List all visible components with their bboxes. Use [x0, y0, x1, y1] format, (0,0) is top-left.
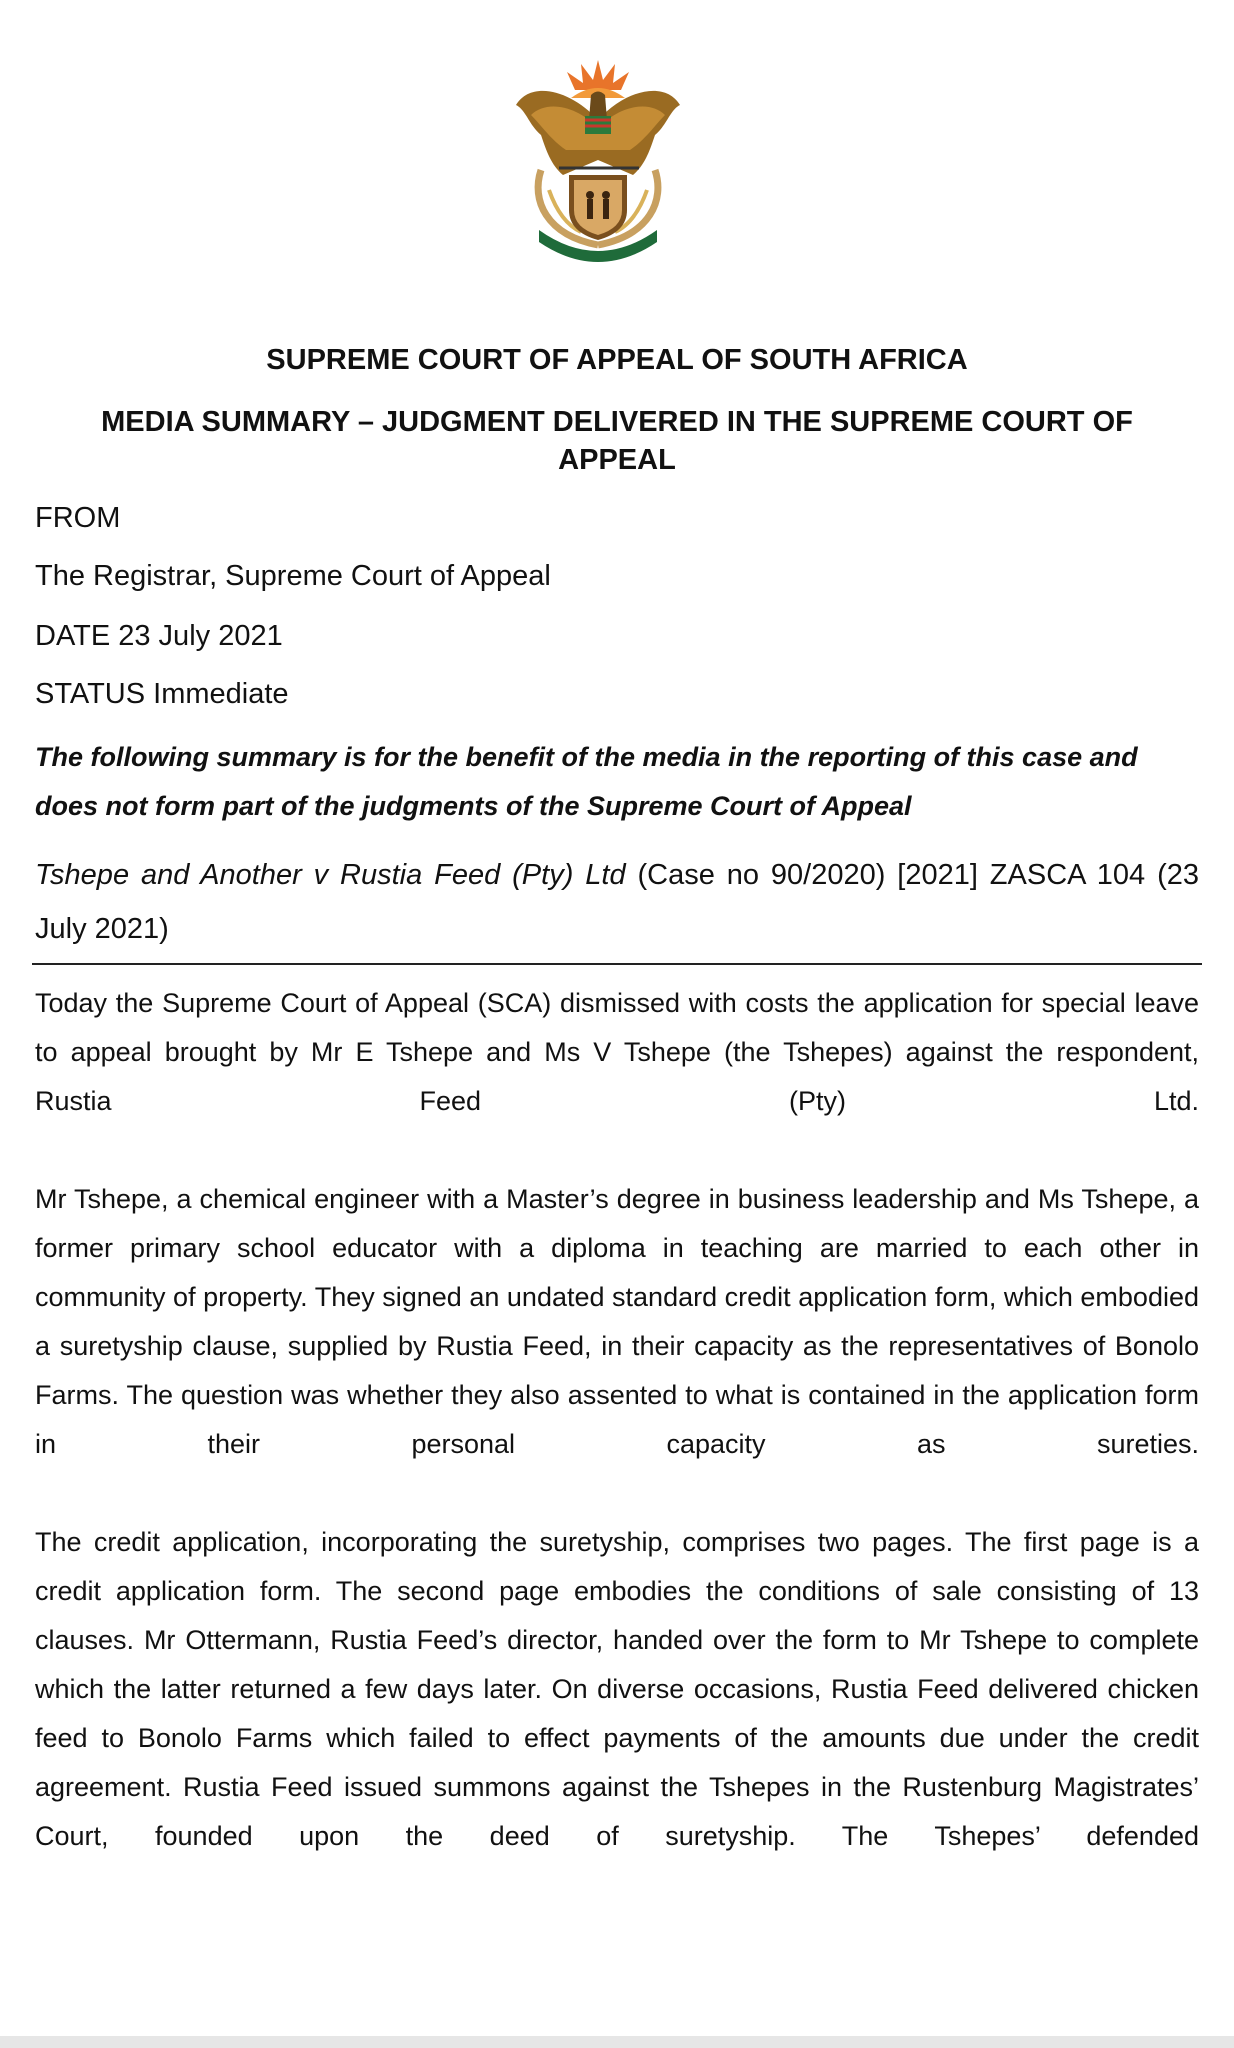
body-paragraph: Mr Tshepe, a chemical engineer with a Master’s degree in business leadership and Ms Tshepe, a former primary school educator with a diploma in teaching are married to each other in community of property. They signed an undated standard credit application form, which embodied a suretyship clause, supplied by Rustia Feed, in their capacity as the representatives of Bonolo Farms. The question was whether they also assented to what is contained in the application form in their personal capacity as sureties.	[35, 1184, 1199, 1459]
case-citation	[35, 848, 1199, 956]
case-reference: (Case no 90/2020) [2021] ZASCA 104 (23 July 2021)	[35, 859, 1199, 945]
media-notice: The following summary is for the benefit of the media in the reporting of this case and does not form part of the judgments of the Supreme Court of Appeal	[35, 742, 1138, 821]
from-value: The Registrar, Supreme Court of Appeal	[35, 560, 551, 592]
body-paragraph: The credit application, incorporating the suretyship, comprises two pages. The first page is a credit application form. The second page embodies the conditions of sale consisting of 13 clauses. Mr Ottermann, Rustia Feed’s director, handed over the form to Mr Tshepe to complete which the latter returned a few days later. On diverse occasions, Rustia Feed delivered chicken feed to Bonolo Farms which failed to effect payments of the amounts due under the credit agreement. Rustia Feed issued summons against the Tshepes in the Rustenburg Magistrates’ Court, founded upon the deed of suretyship. The Tshepes’ defended	[35, 1527, 1199, 1851]
from-label: FROM	[35, 502, 121, 534]
case-name: Tshepe and Another v Rustia Feed (Pty) Ltd	[35, 859, 626, 891]
body-paragraph: Today the Supreme Court of Appeal (SCA) dismissed with costs the application for special leave to appeal brought by Mr E Tshepe and Ms V Tshepe (the Tshepes) against the respondent, Rustia Feed (Pty) Ltd.	[35, 988, 1199, 1116]
status-line: STATUS Immediate	[35, 678, 289, 710]
horizontal-divider	[32, 963, 1202, 965]
summary-title: MEDIA SUMMARY – JUDGMENT DELIVERED IN THE SUPREME COURT OF APPEAL	[101, 406, 1133, 476]
date-line: DATE 23 July 2021	[35, 620, 283, 652]
court-title: SUPREME COURT OF APPEAL OF SOUTH AFRICA	[266, 344, 968, 376]
page-bottom-edge	[0, 2036, 1234, 2048]
coat-of-arms-icon	[511, 50, 685, 262]
